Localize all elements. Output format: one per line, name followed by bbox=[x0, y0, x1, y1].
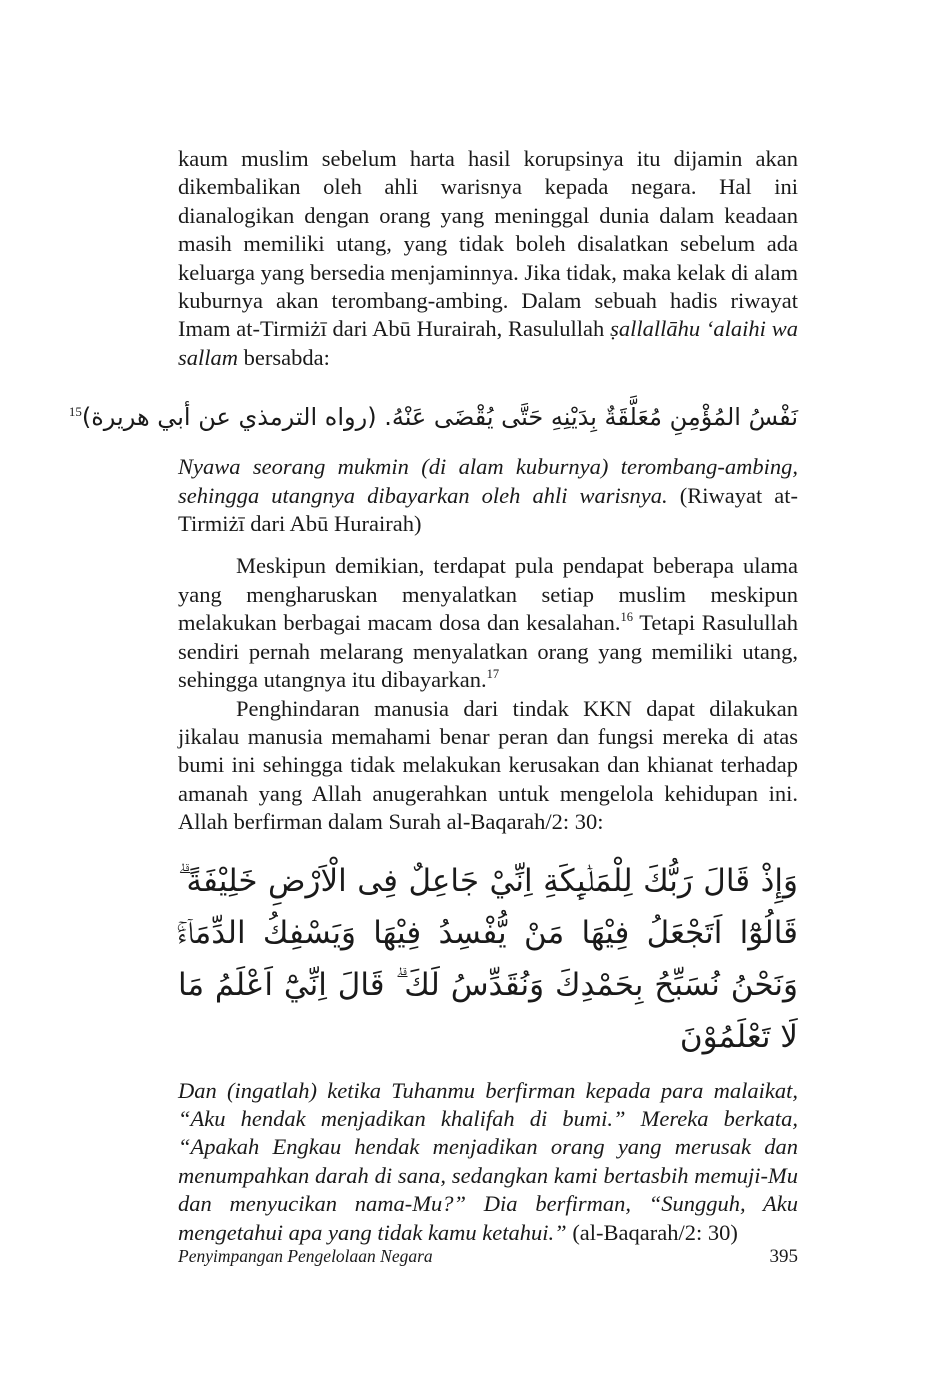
paragraph-2-part-2: Tetapi Rasulullah sendiri pernah melarang menyalatkan orang yang memiliki utang, sehingga utangnya itu dibayarkan. bbox=[178, 610, 799, 693]
hadith-translation bbox=[178, 453, 798, 538]
hadith-arabic-text: نَفْسُ المُؤْمِنِ مُعَلَّقَةٌ بِدَيْنِهِ حَتَّى يُقْضَى عَنْهُ. (رواه الترمذي عن أبي هريرة) bbox=[81, 403, 798, 432]
verse-source: (al-Baqarah/2: 30) bbox=[566, 1219, 738, 1245]
honorific-phrase: ṣallallāhu ‘alaihi wa sallam bbox=[178, 316, 799, 370]
paragraph-1-end: bersabda: bbox=[238, 344, 330, 370]
paragraph-1-text: kaum muslim sebelum harta hasil korupsinya itu dijamin akan dikembalikan oleh ahli warisnya kepada negara. Hal ini dianalogikan dengan orang yang meninggal dunia dalam keadaan masih memiliki utang, yang tidak boleh disalatkan sebelum ada keluarga yang bersedia menjaminnya. Jika tidak, maka kelak di alam kuburnya akan terombang-ambing. Dalam sebuah hadis riwayat Imam at-Tirmiżī dari Abū Hurairah, Rasulullah bbox=[178, 146, 798, 342]
verse-translation bbox=[178, 1077, 798, 1247]
page-footer bbox=[178, 1246, 798, 1272]
verse-translation-italic: Dan (ingatlah) ketika Tuhanmu berfirman kepada para malaikat, “Aku hendak menjadikan khalifah di bumi.” Mereka berkata, “Apakah Engkau hendak menjadikan orang yang merusak dan menumpahkan darah di sana, sedangkan kami bertasbih memuji-Mu dan menyucikan nama-Mu?” Dia berfirman, “Sungguh, Aku mengetahui apa yang tidak kamu ketahui.” bbox=[178, 1077, 798, 1245]
body-paragraph-3: Penghindaran manusia dari tindak KKN dapat dilakukan jikalau manusia memahami benar peran dan fungsi mereka di atas bumi ini sehingga tidak melakukan kerusakan dan khianat terhadap amanah yang Allah anugerahkan untuk mengelola kehidupan ini. Allah berfirman dalam Surah al-Baqarah/2: 30: bbox=[178, 695, 798, 835]
body-paragraph-2 bbox=[178, 552, 798, 694]
page-body bbox=[68, 145, 799, 1261]
footnote-marker-17: 17 bbox=[486, 667, 500, 682]
hadith-arabic-block bbox=[68, 392, 798, 437]
page-number: 395 bbox=[769, 1246, 798, 1267]
paragraph-2-part-1: Meskipun demikian, terdapat pula pendapat beberapa ulama yang mengharuskan menyalatkan setiap muslim meskipun melakukan berbagai macam dosa dan kesalahan. bbox=[178, 553, 798, 636]
hadith-translation-italic: Nyawa seorang mukmin (di alam kuburnya) terombang-ambing, sehingga utangnya dibayarkan oleh ahli warisnya. bbox=[178, 454, 798, 508]
body-paragraph-1 bbox=[178, 145, 798, 372]
footnote-marker-15: 15 bbox=[68, 404, 82, 420]
footnote-marker-16: 16 bbox=[620, 610, 633, 625]
running-footer-title: Penyimpangan Pengelolaan Negara bbox=[178, 1246, 433, 1266]
hadith-source: (Riwayat at-Tirmiżī dari Abū Hurairah) bbox=[178, 482, 798, 537]
quran-verse-arabic: وَإِذْ قَالَ رَبُّكَ لِلْمَلٰۤىِٕكَةِ اِنِّيْ جَاعِلٌ فِى الْاَرْضِ خَلِيْفَةً ۗ قَالُوْٓا اَتَجْعَلُ فِيْهَا مَنْ يُّفْسِدُ فِيْهَا وَيَسْفِكُ الدِّمَاۤءَۚ وَنَحْنُ نُسَبِّحُ بِحَمْدِكَ وَنُقَدِّسُ لَكَ ۗ قَالَ اِنِّيْٓ اَعْلَمُ مَا لَا تَعْلَمُوْنَ bbox=[178, 862, 798, 1055]
